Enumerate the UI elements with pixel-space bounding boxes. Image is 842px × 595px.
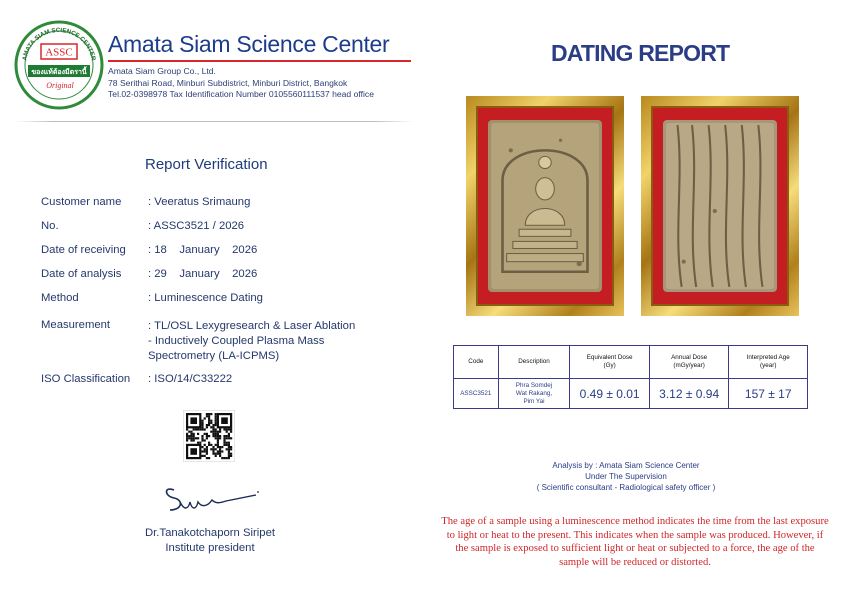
signer-title: Institute president: [165, 542, 255, 554]
field-value-measurement: : TL/OSL Lexygresearch & Laser Ablation - Inductively Coupled Plasma Mass Spectrometry (LA-ICPMS): [148, 320, 356, 362]
analysis-block: [466, 460, 786, 493]
cell-code: ASSC3521: [454, 379, 499, 409]
disclaimer-text: The age of a sample using a luminescence method indicates the time from the last exposure to light or heat to the present. This indicates when the sample was produced. However, if the sample is exposed to sufficient light or heat or subjected to a force, the age of the sample will be reduced or distorted.: [441, 516, 829, 569]
org-contact: Tel.02-0398978 Tax Identification Number 0105560111537 head office: [108, 89, 374, 99]
results-table: [453, 345, 808, 409]
field-value-date-analysis: : 29 January 2026: [148, 268, 258, 280]
col-header-description: Description: [498, 346, 570, 379]
field-value-number: : ASSC3521 / 2026: [148, 220, 245, 232]
analysis-supervision: Under The Supervision: [585, 472, 667, 481]
field-label-measurement: Measurement: [41, 319, 111, 331]
amulet-back-image: [663, 120, 777, 292]
cell-annual-dose: 3.12 ± 0.94: [649, 379, 729, 409]
analysis-consultant: ( Scientific consultant - Radiological safety officer ): [536, 483, 716, 492]
org-address: 78 Serithai Road, Minburi Subdistrict, Minburi District, Bangkok: [108, 77, 348, 88]
field-label-iso: ISO Classification: [41, 373, 131, 385]
cell-interpreted-age: 157 ± 17: [729, 379, 808, 409]
assc-logo: [14, 20, 104, 110]
qr-finder-pattern: [186, 444, 201, 459]
field-label-customer: Customer name: [41, 196, 122, 208]
signature: [160, 482, 260, 516]
logo-original-text: Original: [46, 81, 74, 90]
cell-equivalent-dose: 0.49 ± 0.01: [570, 379, 649, 409]
org-name-underline: [108, 60, 411, 62]
field-value-method: : Luminescence Dating: [148, 292, 263, 304]
org-name: Amata Siam Science Center: [108, 31, 390, 57]
report-title: DATING REPORT: [551, 40, 730, 66]
signer-name: Dr.Tanakotchaporn Siripet: [145, 527, 275, 539]
header-divider: [14, 121, 414, 122]
field-label-number: No.: [41, 220, 59, 232]
field-label-method: Method: [41, 292, 79, 304]
col-header-equivalent-dose: Equivalent Dose (Gy): [570, 346, 649, 379]
table-row: [454, 379, 808, 409]
signer-block: [110, 526, 310, 556]
col-header-annual-dose: Annual Dose (mGy/year): [649, 346, 729, 379]
field-value-customer: : Veeratus Srimaung: [148, 196, 251, 208]
field-value-date-receiving: : 18 January 2026: [148, 244, 258, 256]
results-table-header-row: [454, 346, 808, 379]
col-header-interpreted-age: Interpreted Age (year): [729, 346, 808, 379]
qr-finder-pattern: [217, 413, 232, 428]
logo-thai-text: ของแท้ต้องมีตรานี้: [31, 68, 87, 76]
org-group: Amata Siam Group Co., Ltd.: [108, 66, 216, 76]
logo-abbr: ASSC: [45, 46, 73, 59]
qr-finder-pattern: [186, 413, 201, 428]
field-label-date-receiving: Date of receiving: [41, 244, 126, 256]
amulet-front-image: [488, 120, 602, 292]
col-header-code: Code: [454, 346, 499, 379]
logo-ring-text: AMATA SIAM SCIENCE CENTER: [21, 26, 97, 62]
verification-title: Report Verification: [145, 156, 268, 173]
amulet-front-photo-frame: [466, 96, 624, 316]
org-details: [108, 66, 374, 101]
cell-description: Phra Somdej Wat Rakang, Pim Yai: [498, 379, 570, 409]
field-label-date-analysis: Date of analysis: [41, 268, 122, 280]
field-value-iso: : ISO/14/C33222: [148, 373, 233, 385]
amulet-back-photo-frame: [641, 96, 799, 316]
analysis-by: Analysis by : Amata Siam Science Center: [552, 461, 700, 470]
verification-qr-code[interactable]: [183, 410, 235, 462]
